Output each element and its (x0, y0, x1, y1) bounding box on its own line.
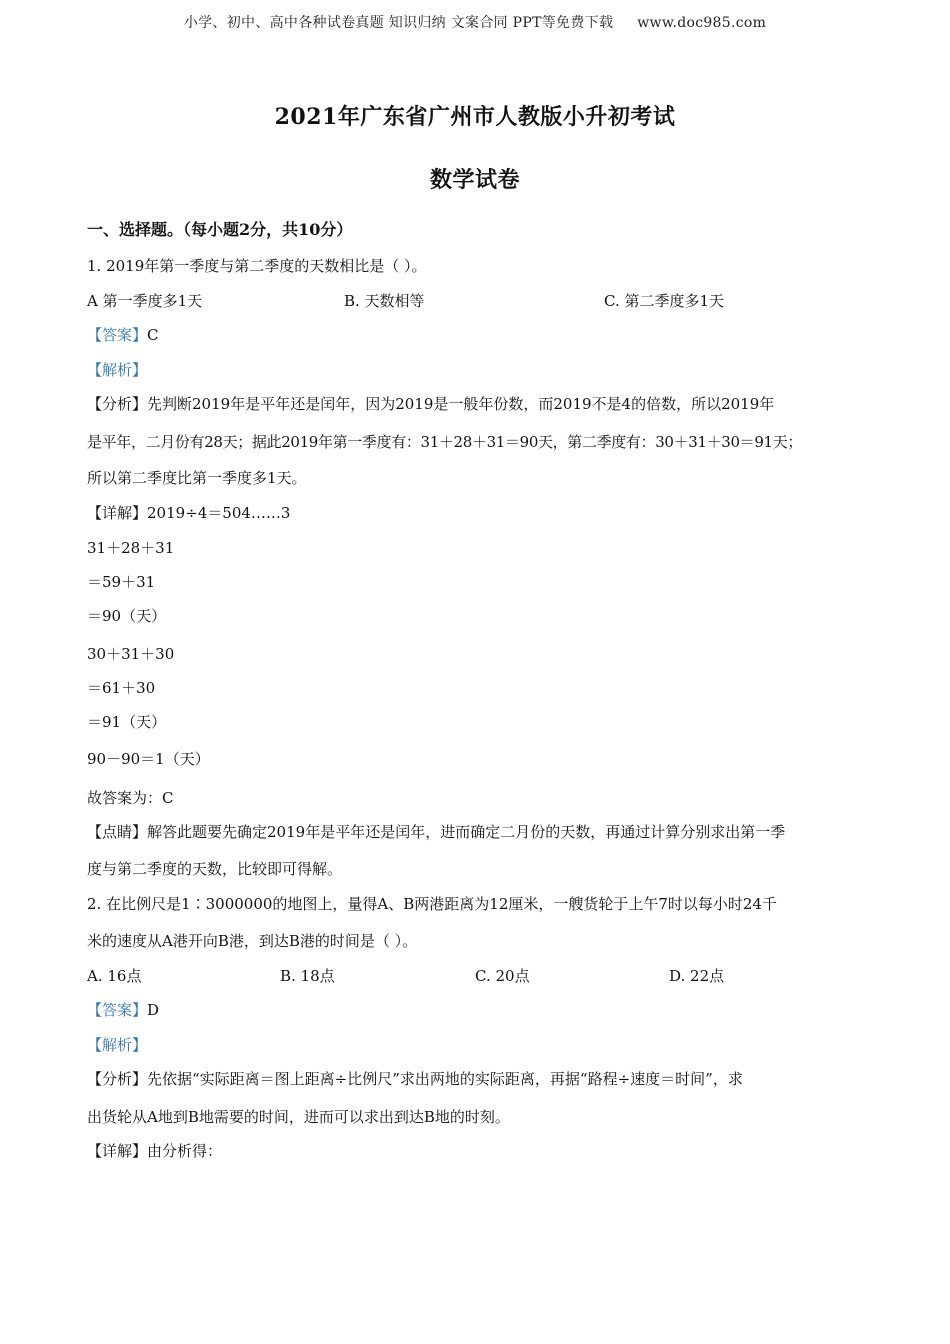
calc-line: 90－90＝1（天） (87, 750, 210, 768)
calc-line: ＝90（天） (87, 607, 167, 625)
xiangjie-tag: 【详解】 (87, 504, 148, 522)
q2-stem-line-1: 2. 在比例尺是1∶3000000的地图上，量得A、B两港距离为12厘米，一艘货轮于上午7时以每小时24千 (87, 895, 778, 913)
calc-line: ＝91（天） (87, 713, 167, 731)
fenxi-tag: 【分析】 (87, 395, 148, 413)
answer-tag: 【答案】 (87, 326, 148, 344)
q1-fenxi-line-3: 所以第二季度比第一季度多1天。 (87, 469, 307, 487)
q2-option-c: C. 20点 (475, 967, 530, 985)
header-site[interactable]: www.doc985.com (637, 15, 767, 31)
exam-subtitle: 数学试卷 (429, 167, 520, 193)
q2-answer (87, 999, 159, 1020)
calc-line: ＝59＋31 (87, 573, 156, 591)
fenxi-text: 先依据“实际距离＝图上距离÷比例尺”求出两地的实际距离，再据“路程÷速度＝时间”，求 (147, 1070, 743, 1088)
q1-analysis-tag: 【解析】 (87, 361, 148, 379)
calc-line: 30＋31＋30 (87, 645, 175, 663)
header-text: 小学、初中、高中各种试卷真题 知识归纳 文案合同 PPT等免费下载 (183, 15, 614, 31)
q1-conclusion: 故答案为：C (87, 789, 174, 807)
page-header (0, 12, 950, 32)
q2-fenxi-line-1 (87, 1068, 743, 1089)
q1-option-c: C. 第二季度多1天 (604, 292, 725, 310)
q1-fenxi-line-1 (87, 393, 774, 414)
fenxi-text: 先判断2019年是平年还是闰年，因为2019是一般年份数，而2019不是4的倍数，所以2019年 (147, 395, 775, 413)
fenxi-tag: 【分析】 (87, 1070, 148, 1088)
q2-analysis-tag: 【解析】 (87, 1036, 148, 1054)
q1-xiangjie (87, 502, 290, 523)
q1-dianjing-line-1 (87, 821, 785, 842)
answer-value: C (147, 326, 159, 344)
calc-line: 31＋28＋31 (87, 539, 175, 557)
q2-xiangjie (87, 1140, 222, 1161)
exam-title: 2021年广东省广州市人教版小升初考试 (274, 104, 676, 130)
dianjing-tag: 【点睛】 (87, 823, 148, 841)
q2-fenxi-line-2: 出货轮从A地到B地需要的时间，进而可以求出到达B地的时刻。 (87, 1108, 510, 1126)
q1-stem: 1. 2019年第一季度与第二季度的天数相比是（ ）。 (87, 257, 427, 275)
q1-fenxi-line-2: 是平年，二月份有28天；据此2019年第一季度有：31＋28＋31＝90天，第二季度有：30＋31＋30＝91天； (87, 433, 803, 451)
q2-stem-line-2: 米的速度从A港开向B港，到达B港的时间是（ ）。 (87, 932, 418, 950)
dianjing-text: 解答此题要先确定2019年是平年还是闰年，进而确定二月份的天数，再通过计算分别求出第一季 (147, 823, 786, 841)
q2-option-d: D. 22点 (669, 967, 725, 985)
calc-line: ＝61＋30 (87, 679, 156, 697)
q2-option-a: A. 16点 (87, 967, 142, 985)
section-heading: 一、选择题。（每小题2分，共10分） (87, 220, 353, 239)
answer-tag: 【答案】 (87, 1001, 148, 1019)
xiangjie-tag: 【详解】 (87, 1142, 148, 1160)
xiangjie-text: 由分析得： (147, 1142, 223, 1160)
q2-option-b: B. 18点 (280, 967, 335, 985)
q1-option-a: A 第一季度多1天 (87, 292, 203, 310)
q1-dianjing-line-2: 度与第二季度的天数，比较即可得解。 (87, 860, 343, 878)
answer-value: D (147, 1001, 160, 1019)
xiangjie-text: 2019÷4＝504……3 (147, 504, 291, 522)
q1-answer (87, 324, 159, 345)
q1-option-b: B. 天数相等 (344, 292, 425, 310)
